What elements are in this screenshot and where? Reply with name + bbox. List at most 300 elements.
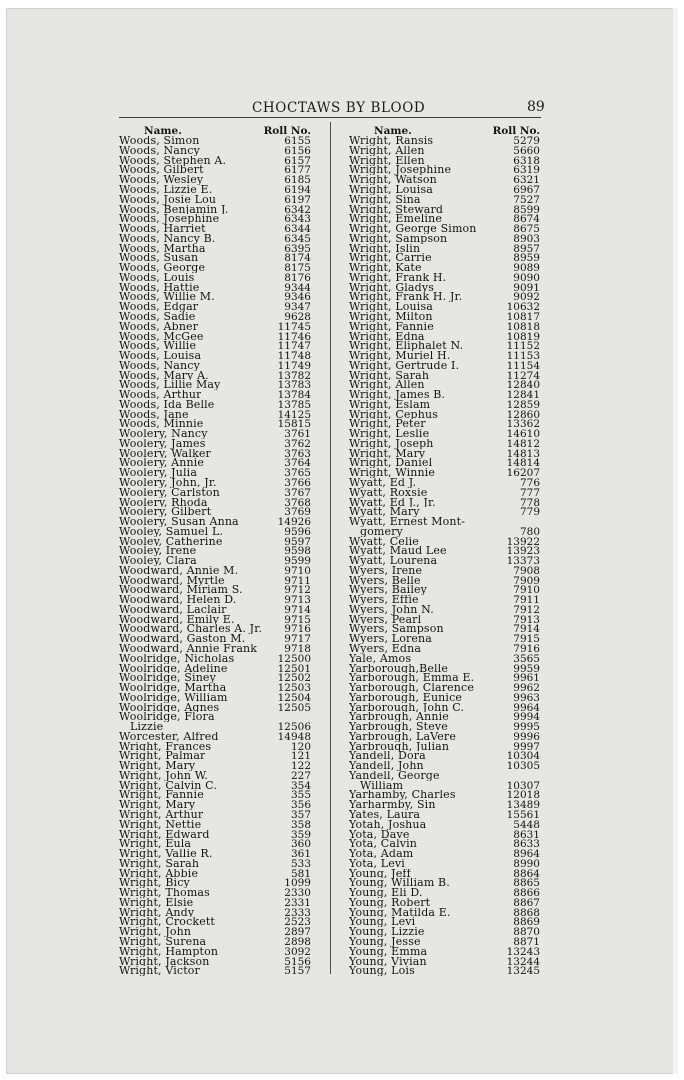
roll-number: 7908 <box>513 564 540 577</box>
roll-number: 9715 <box>284 613 311 626</box>
roster-row <box>119 849 311 859</box>
roll-number: 9092 <box>513 291 540 304</box>
roster-row <box>349 615 540 625</box>
roster-row <box>349 224 540 234</box>
roster-row <box>349 849 540 859</box>
roll-number: 13245 <box>506 965 540 978</box>
member-name: Wright, George Simon <box>349 224 477 234</box>
member-name: Young, Levi <box>349 917 416 928</box>
member-name: Wright, Edna <box>349 331 425 342</box>
member-name: Wyatt, Ed J. <box>349 477 417 488</box>
member-name: Yota, Adam <box>349 849 414 859</box>
roster-row <box>119 927 311 937</box>
roster-row <box>349 156 540 166</box>
member-name: Yotah, Joshua <box>349 819 427 830</box>
member-name: Wyers, Belle <box>349 575 421 586</box>
roster-row <box>349 165 540 175</box>
member-name: Woods, Hattie <box>119 282 200 293</box>
roster-row <box>349 830 540 840</box>
roster-row <box>119 859 311 869</box>
roll-number: 3763 <box>284 447 311 460</box>
roster-row <box>349 468 540 478</box>
roll-number: 6319 <box>513 164 540 177</box>
name-heading: Name. <box>374 125 412 137</box>
roll-number: 8870 <box>513 926 540 939</box>
member-name: Wright, Emeline <box>349 214 442 225</box>
roster-row <box>119 527 311 537</box>
roll-number: 8866 <box>513 887 540 900</box>
member-name: Wright, Steward <box>349 204 444 215</box>
member-name: Woods, Nancy B. <box>119 233 216 244</box>
member-name: Woods, Martha <box>119 243 206 254</box>
roster-row <box>349 624 540 634</box>
roll-number: 360 <box>290 838 311 851</box>
member-name: Woolery, Carlston <box>119 487 220 498</box>
member-name: Woods, George <box>119 263 206 273</box>
member-name: Wright, Gladys <box>349 282 434 293</box>
roll-number: 7916 <box>513 643 540 655</box>
left-column <box>119 126 311 976</box>
member-name: Woods, Abner <box>119 321 199 332</box>
roll-number: 8867 <box>513 896 540 909</box>
roster-row <box>119 898 311 908</box>
roll-number: 11747 <box>277 340 311 353</box>
roll-number: 356 <box>290 799 311 812</box>
roll-number: 120 <box>290 740 311 753</box>
member-name: Woods, Nancy <box>119 145 200 156</box>
roll-number: 9714 <box>284 603 311 616</box>
roll-number: 9716 <box>284 623 311 636</box>
roster-row <box>349 488 540 498</box>
member-name: Wright, Islin <box>349 243 421 254</box>
roster-row <box>349 244 540 254</box>
roll-number: 8674 <box>513 213 540 226</box>
roll-number: 12506 <box>277 721 311 734</box>
member-name: Woods, Gilbert <box>119 165 204 176</box>
roster-row <box>119 624 311 634</box>
member-name: Wright, Frances <box>119 741 212 752</box>
roll-number: 3761 <box>284 428 311 441</box>
roll-number: 9964 <box>513 701 540 714</box>
member-name: Yandell, George <box>349 770 440 781</box>
roll-number: 9962 <box>513 682 540 695</box>
roster-row <box>349 878 540 888</box>
roster-row <box>119 771 311 781</box>
roll-number: 9596 <box>284 525 311 538</box>
member-name: Wooley, Samuel L. <box>119 526 224 537</box>
member-name: Yota, Calvin <box>349 839 418 850</box>
member-name: Wright, John W. <box>119 770 208 781</box>
roster-row <box>119 634 311 644</box>
member-name: Wright, Cephus <box>349 409 439 420</box>
roll-number: 15561 <box>506 809 540 822</box>
roll-number: 9995 <box>513 721 540 734</box>
roll-number: 780 <box>519 525 540 538</box>
member-name: Yarborough, Clarence <box>349 683 474 693</box>
member-name: Woodward, Emily E. <box>119 614 235 625</box>
roster-row <box>349 283 540 293</box>
member-name: Wooley, Clara <box>119 556 197 566</box>
member-name: Lizzie <box>119 722 164 732</box>
member-name: Wyers, Irene <box>349 565 423 576</box>
roster-row <box>119 234 311 244</box>
roll-number: 5448 <box>513 818 540 831</box>
roster-row <box>119 888 311 898</box>
roster-row <box>119 576 311 586</box>
header-rule <box>119 117 541 118</box>
member-name: Yarbrough, LaVere <box>349 731 456 742</box>
member-name: Woods, Jane <box>119 409 189 420</box>
member-name: Wright, Calvin C. <box>119 780 218 791</box>
roster-row <box>119 947 311 957</box>
member-name: Wright, Joseph <box>349 438 434 449</box>
member-name: Woods, Willie M. <box>119 292 215 303</box>
roll-number: 9089 <box>513 262 540 275</box>
member-name: Wright, Allen <box>349 145 425 156</box>
roll-number: 533 <box>290 857 311 870</box>
roster-row <box>349 175 540 185</box>
roll-number: 8871 <box>513 935 540 948</box>
roll-number: 13784 <box>277 389 311 402</box>
roll-number: 8990 <box>513 857 540 870</box>
roll-number: 9344 <box>284 281 311 294</box>
roll-number: 3092 <box>284 945 311 958</box>
member-name: Wright, Josephine <box>349 165 452 176</box>
roll-number: 3767 <box>284 486 311 499</box>
roll-number: 9959 <box>513 662 540 675</box>
member-name: Woolery, Annie <box>119 458 205 469</box>
member-name: Wyers, John N. <box>349 604 434 615</box>
roll-number: 8959 <box>513 252 540 265</box>
member-name: Wyatt, Maud Lee <box>349 546 447 557</box>
roll-number: 5279 <box>513 135 540 148</box>
roll-number: 581 <box>290 867 311 880</box>
roster-row <box>119 546 311 556</box>
roster-row <box>119 595 311 605</box>
roll-number: 14610 <box>506 428 540 441</box>
roll-number: 6342 <box>284 203 311 216</box>
member-name: Wright, Sarah <box>349 370 430 381</box>
member-name: Wright, Peter <box>349 419 426 430</box>
roster-row <box>119 878 311 888</box>
roll-number: 779 <box>519 506 540 519</box>
roster-row <box>349 654 540 664</box>
roster-row <box>119 761 311 771</box>
member-name: Wyers, Edna <box>349 644 422 654</box>
roll-number: 10632 <box>506 301 540 314</box>
member-name: Wright, Gertrude I. <box>349 360 460 371</box>
member-name: Young, Eli D. <box>349 888 423 898</box>
member-name: Yarbrough, Julian <box>349 741 450 752</box>
roll-number: 13489 <box>506 799 540 812</box>
member-name: Woods, Arthur <box>119 390 202 400</box>
roll-number: 354 <box>290 779 311 792</box>
roll-number: 8964 <box>513 848 540 861</box>
member-name: Woods, Lizzie E. <box>119 185 213 195</box>
roster-row <box>119 244 311 254</box>
roster-row <box>349 908 540 918</box>
member-name: Wright, Elsie <box>119 897 194 908</box>
member-name: Wright, Sampson <box>349 233 448 244</box>
member-name: Wright, Mary <box>119 761 196 771</box>
roll-number: 12860 <box>506 408 540 421</box>
member-name: Yarharmby, Sin <box>349 800 436 811</box>
roll-number: 121 <box>290 750 311 763</box>
member-name: Woolery, James <box>119 438 206 449</box>
member-name: Wright, Eula <box>119 839 192 850</box>
roll-number: 3764 <box>284 457 311 470</box>
roster-row <box>349 712 540 722</box>
roll-number: 13373 <box>506 555 540 568</box>
member-name: Wright, Eslam <box>349 399 431 410</box>
member-name: Wright, Vallie R. <box>119 849 213 859</box>
roster-row <box>119 175 311 185</box>
right-column-rows <box>349 136 540 976</box>
member-name: Woolridge, Nicholas <box>119 653 235 664</box>
roll-number: 13243 <box>506 945 540 958</box>
member-name: Young, Lizzie <box>349 927 425 937</box>
roll-number: 10818 <box>506 320 540 333</box>
roll-number: 122 <box>290 760 311 773</box>
member-name: Young, Matilda E. <box>349 907 451 918</box>
roster-row <box>349 634 540 644</box>
member-name: Yota, Dave <box>349 829 410 840</box>
roll-number: 3769 <box>284 506 311 519</box>
roll-number: 9996 <box>513 730 540 743</box>
roster-row <box>349 498 540 508</box>
member-name: Woods, Ida Belle <box>119 399 215 410</box>
roll-number: 10304 <box>506 750 540 763</box>
roll-number: 13923 <box>506 545 540 558</box>
roll-number: 6344 <box>284 223 311 236</box>
roll-number: 6156 <box>284 144 311 157</box>
member-name: Wright, Frank H. <box>349 272 447 283</box>
member-name: Woolridge, Siney <box>119 673 216 684</box>
roll-number: 14813 <box>506 447 540 460</box>
roll-number: 9711 <box>284 574 311 587</box>
roll-number: 10305 <box>506 760 540 773</box>
member-name: Wright, Andy <box>119 907 195 918</box>
member-name: Wyers, Bailey <box>349 585 428 596</box>
roll-number: 7915 <box>513 633 540 646</box>
roll-number: 7909 <box>513 574 540 587</box>
member-name: Wyatt, Ernest Mont- <box>349 517 466 527</box>
member-name: Woodward, Miriam S. <box>119 585 243 596</box>
roster-row <box>119 439 311 449</box>
roster-row <box>349 195 540 205</box>
roster-row <box>349 214 540 224</box>
roll-number: 8599 <box>513 203 540 216</box>
member-name: Wright, Nettie <box>119 819 202 830</box>
roll-number: 8633 <box>513 838 540 851</box>
roll-number: 12841 <box>506 389 540 402</box>
member-name: Woods, Susan <box>119 253 199 264</box>
roll-number: 6185 <box>284 174 311 187</box>
roster-row <box>349 869 540 879</box>
roster-row <box>349 898 540 908</box>
roster-row <box>349 566 540 576</box>
roll-number: 7914 <box>513 623 540 636</box>
roster-row <box>119 517 311 527</box>
roll-number: 6155 <box>284 135 311 148</box>
roll-number: 9713 <box>284 594 311 607</box>
roster-row <box>119 537 311 547</box>
member-name: Woods, Harriet <box>119 224 206 234</box>
roster-row <box>119 253 311 263</box>
roll-number: 12840 <box>506 379 540 392</box>
roster-row <box>349 234 540 244</box>
roster-row <box>349 927 540 937</box>
roster-row <box>349 732 540 742</box>
member-name: Wright, Allen <box>349 380 425 391</box>
member-name: Woods, Simon <box>119 136 200 146</box>
member-name: Wright, Hampton <box>119 946 219 957</box>
member-name: Wright, Victor <box>119 966 200 977</box>
member-name: Wright, Surena <box>119 936 207 947</box>
roster-row <box>349 664 540 674</box>
roll-number: 8864 <box>513 867 540 880</box>
roster-row <box>349 761 540 771</box>
member-name: Woolridge, William <box>119 692 228 703</box>
member-name: Wyatt, Lourena <box>349 556 438 566</box>
member-name: Young, Lois <box>349 966 415 977</box>
member-name: Yarborough, John C. <box>349 702 465 713</box>
member-name: Yarborough, Eunice <box>349 692 463 703</box>
roll-number: 14125 <box>277 408 311 421</box>
member-name: Wright, Jackson <box>119 956 210 967</box>
member-name: Wright, Louisa <box>349 302 433 312</box>
member-name: Woolery, Walker <box>119 448 211 459</box>
roll-number: 3762 <box>284 437 311 450</box>
member-name: Woods, Wesley <box>119 175 204 186</box>
member-name: Yandell, John <box>349 761 424 771</box>
member-name: Wright, Thomas <box>119 888 210 898</box>
member-name: Woods, Mary A. <box>119 370 209 381</box>
roster-row <box>119 488 311 498</box>
member-name: Young, Jeff <box>349 868 411 879</box>
roll-number: 13782 <box>277 369 311 382</box>
roll-number-heading: Roll No. <box>492 125 540 137</box>
member-name: Young, Emma <box>349 946 428 957</box>
roll-number-heading: Roll No. <box>263 125 311 137</box>
roll-number: 7912 <box>513 603 540 616</box>
member-name: Woolridge, Agnes <box>119 702 220 713</box>
member-name: Woods, Minnie <box>119 419 204 430</box>
roll-number: 6177 <box>284 164 311 177</box>
roster-row <box>119 273 311 283</box>
member-name: Woodward, Myrtle <box>119 575 225 586</box>
roll-number: 9717 <box>284 633 311 646</box>
roster-row <box>349 556 540 566</box>
roster-row <box>119 605 311 615</box>
left-column-rows <box>119 136 311 976</box>
member-name: Wright, Daniel <box>349 458 433 469</box>
member-name: Wright, Bicy <box>119 878 190 889</box>
roll-number: 5156 <box>284 955 311 968</box>
roll-number: 2331 <box>284 896 311 909</box>
roll-number: 9347 <box>284 301 311 314</box>
roster-row <box>349 185 540 195</box>
roster-row <box>349 644 540 654</box>
member-name: Woodward, Annie M. <box>119 565 239 576</box>
roster-row <box>119 263 311 273</box>
roll-number: 6345 <box>284 232 311 245</box>
member-name: Woodward, Laclair <box>119 604 227 615</box>
roll-number: 1099 <box>284 877 311 890</box>
member-name: Woolery, Nancy <box>119 429 208 439</box>
member-name: Woods, Benjamin J. <box>119 204 229 215</box>
member-name: Wright, Mary <box>349 448 426 459</box>
roster-row <box>119 478 311 488</box>
roll-number: 10817 <box>506 310 540 323</box>
member-name: Woods, McGee <box>119 331 204 342</box>
roll-number: 8675 <box>513 223 540 236</box>
member-name: Woods, Lillie May <box>119 380 221 391</box>
roster-row <box>349 693 540 703</box>
roll-number: 11749 <box>277 359 311 372</box>
roster-row <box>349 146 540 156</box>
member-name: Woods, Louisa <box>119 351 202 361</box>
member-name: Wyatt, Ed J., Jr. <box>349 497 436 508</box>
member-name: Woods, Josie Lou <box>119 194 217 205</box>
roll-number: 11153 <box>506 350 540 363</box>
member-name: Wooley, Irene <box>119 546 197 557</box>
roster-row <box>119 214 311 224</box>
roll-number: 14814 <box>506 457 540 470</box>
roll-number: 9090 <box>513 271 540 284</box>
roll-number: 359 <box>290 828 311 841</box>
member-name: Wyatt, Roxsie <box>349 487 428 498</box>
roll-number: 9718 <box>284 643 311 655</box>
member-name: Woodward, Gaston M. <box>119 634 246 645</box>
roll-number: 6197 <box>284 193 311 206</box>
member-name: Wright, Arthur <box>119 810 204 820</box>
roster-row <box>119 283 311 293</box>
roll-number: 7910 <box>513 584 540 597</box>
roster-row <box>119 830 311 840</box>
roster-row <box>119 429 311 439</box>
roster-row <box>349 576 540 586</box>
roll-number: 11748 <box>277 350 311 363</box>
roll-number: 8865 <box>513 877 540 890</box>
roll-number: 2523 <box>284 916 311 929</box>
member-name: Wright, Eliphalet N. <box>349 341 464 352</box>
roster-row <box>119 468 311 478</box>
column-divider <box>330 122 331 974</box>
roster-row <box>119 585 311 595</box>
roll-number: 8903 <box>513 232 540 245</box>
member-name: Wyers, Sampson <box>349 624 444 635</box>
member-name: Wright, Mary <box>119 800 196 811</box>
roster-row <box>119 839 311 849</box>
roll-number: 13244 <box>506 955 540 968</box>
member-name: Wright, James B. <box>349 390 446 400</box>
roll-number: 9599 <box>284 555 311 568</box>
roster-row <box>119 449 311 459</box>
roster-row <box>349 273 540 283</box>
roster-row <box>119 156 311 166</box>
roll-number: 9710 <box>284 564 311 577</box>
member-name: Woolery, Gilbert <box>119 507 212 518</box>
roster-row <box>119 224 311 234</box>
member-name: Wright, Kate <box>349 263 422 273</box>
roster-row <box>119 292 311 302</box>
roll-number: 6157 <box>284 154 311 167</box>
roster-row <box>349 888 540 898</box>
roll-number: 12502 <box>277 672 311 685</box>
member-name: Woods, Louis <box>119 272 195 283</box>
roster-row <box>349 205 540 215</box>
